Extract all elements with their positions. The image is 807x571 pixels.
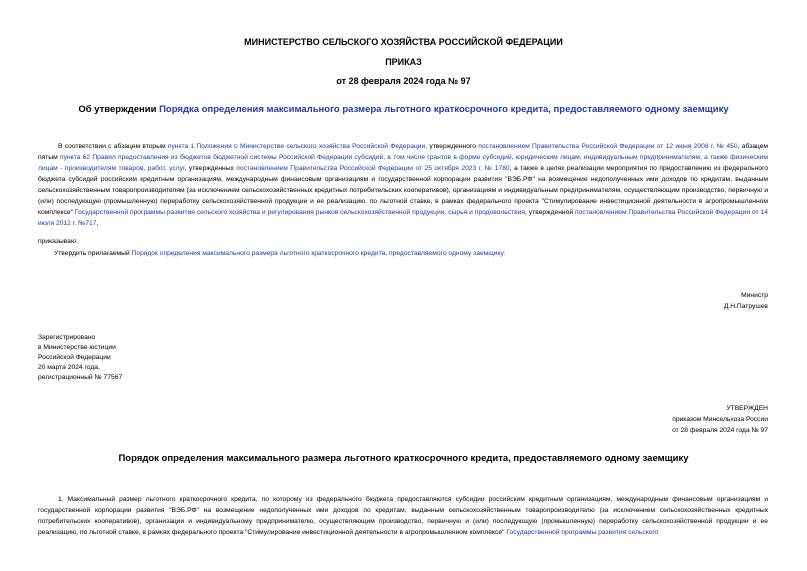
preamble-link[interactable]: постановлением Правительства Российской Федерации от 25 октября 2023 г. № 1780 (236, 165, 510, 172)
title-link[interactable]: Порядка определения максимального размера льготного краткосрочного кредита, предоставляемого одному заемщику (159, 104, 729, 115)
preamble-link[interactable]: постановлением Правительства Российской Федерации от 12 июня 2008 г. № 450 (478, 143, 738, 150)
document-title (0, 104, 807, 115)
order-text-suffix: . (503, 250, 506, 257)
approval-line: приказом Минсельхоза России (672, 416, 768, 423)
preamble-link[interactable]: пункта 62 Правил предоставления из бюджетов бюджетной системы Российской Федерации субсидий, в том числе грантов в форме субсидий, юридическим лицам, индивидуальным предпринимателям, а также физическим лицам - производителям товаров, работ, услуг (38, 154, 768, 172)
ministry-heading: МИНИСТЕРСТВО СЕЛЬСКОГО ХОЗЯЙСТВА РОССИЙСКОЙ ФЕДЕРАЦИИ (244, 37, 563, 47)
procedure-text: 1. Максимальный размер льготного краткосрочного кредита, по которому из федерального бюджета предоставляются субсидии российским кредитным организациям, международным финансовым организациям и государственной корпорации развития "ВЭБ.РФ" на возмещение недополученных ими доходов по кредитам, выданным сельскохозяйственным товаропроизводителю (за исключением сельскохозяйственных кредитных потребительских кооперативов), организации и индивидуальному предпринимателю, осуществляющим производство, первичную и (или) последующую (промышленную) переработку сельскохозяйственной продукции и ее реализацию, по льготной ставке, в рамках федерального проекта "Стимулирование инвестиционной деятельности в агропромышленном комплексе" (38, 496, 768, 536)
title-prefix: Об утверждении (78, 104, 160, 115)
approval-line: УТВЕРЖДЕН (726, 405, 768, 412)
document-date-number: от 28 февраля 2024 года № 97 (336, 76, 471, 86)
preamble-text: В соответствии с абзацем вторым (58, 143, 168, 150)
registration-line: Российской Федерации (38, 354, 111, 361)
preamble-text: , (96, 220, 99, 227)
preamble-text: , утвержденной (525, 209, 575, 216)
procedure-title: Порядок определения максимального размера льготного краткосрочного кредита, предоставляемого одному заемщику (118, 453, 689, 464)
order-label: приказываю: (38, 238, 78, 245)
preamble-text: , утвержденного (425, 143, 479, 150)
signatory-position: Министр (741, 292, 768, 299)
approval-line: от 28 февраля 2024 года № 97 (672, 427, 768, 434)
registration-line: регистрационный № 77567 (38, 374, 123, 381)
registration-line: Зарегистрировано (38, 334, 96, 341)
signatory-name: Д.Н.Патрушев (723, 303, 768, 310)
registration-line: 20 марта 2024 года, (38, 364, 100, 371)
order-text: Утвердить прилагаемый (54, 250, 132, 257)
preamble-text: , утвержденных (184, 165, 237, 172)
registration-line: в Министерстве юстиции (38, 344, 116, 351)
order-paragraph (54, 248, 505, 259)
procedure-paragraph (38, 494, 768, 538)
preamble-text: , а также в целях реализации мероприятия по предоставлению из федерального бюджета субсидий российским кредитным организациям, международным финансовым организациям и государственной корпорации развития "ВЭБ.РФ" на возмещение недополученных ими доходов по кредитам, выданным сельскохозяйственным товаропроизводителям (за исключением сельскохозяйственных кредитных потребительских кооперативов), организациям и индивидуальным предпринимателям, осуществляющим производство, первичную и (или) последующую (промышленную) переработку сельскохозяйственной продукции и ее реализацию, по льготной ставке, в рамках федерального проекта "Стимулирование инвестиционной деятельности в агропромышленном комплексе" (38, 165, 768, 216)
procedure-link[interactable]: Государственной программы развития сельского (506, 529, 659, 536)
preamble-link[interactable]: постановлением Правительства Российской Федерации от 14 июля 2012 г. №717 (38, 209, 768, 227)
order-link[interactable]: Порядок определения максимального размера льготного краткосрочного кредита, предоставляемого одному заемщику (131, 250, 504, 257)
preamble-text: , абзацем пятым (38, 143, 768, 161)
document-type: ПРИКАЗ (385, 57, 422, 67)
preamble-link[interactable]: Государственной программы развития сельского хозяйства и регулирования рынков сельскохозяйственной продукции, сырья и продовольствия (74, 209, 526, 216)
preamble-link[interactable]: пункта 1 Положения о Министерстве сельского хозяйства Российской Федерации (167, 143, 426, 150)
preamble-paragraph (38, 141, 768, 229)
